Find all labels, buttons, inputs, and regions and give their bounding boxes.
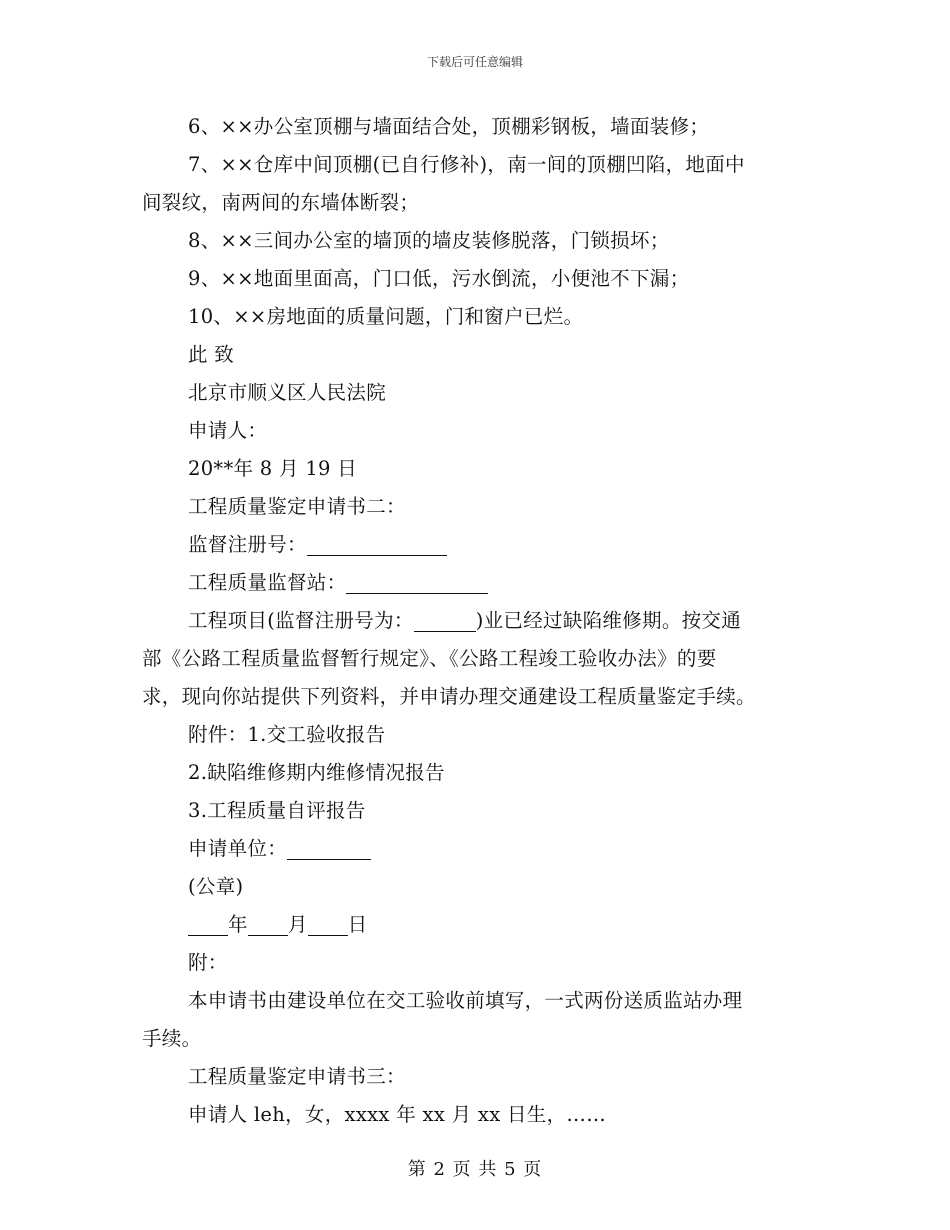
date-line: 20**年 8 月 19 日 [188,457,358,480]
paragraph-item-10: 10、××房地面的质量问题，门和窗户已烂。 [188,305,584,328]
official-seal-label: (公章) [188,875,244,898]
note-text-line1: 本申请书由建设单位在交工验收前填写，一式两份送质监站办理 [188,989,743,1012]
applicant-info: 申请人 leh，女，xxxx 年 xx 月 xx 日生，…… [188,1103,607,1126]
project-text-b: )业已经过缺陷维修期。按交通 [475,609,742,632]
supervision-station-blank [346,571,488,594]
note-text-line2: 手续。 [142,1027,202,1050]
paragraph-item-7-cont: 间裂纹，南两间的东墙体断裂； [142,191,420,214]
project-paragraph-line2: 部《公路工程质量监督暂行规定》、《公路工程竣工验收办法》的要 [142,647,717,670]
attachment-1: 附件：1.交工验收报告 [188,723,386,746]
project-number-blank [414,609,476,632]
project-paragraph-line1 [142,602,808,640]
supervision-number-line [142,526,808,564]
note-label: 附： [188,951,228,974]
day-blank [308,913,348,936]
applicant-label: 申请人： [188,419,268,442]
blank-date-line [142,906,808,944]
section-title-2: 工程质量鉴定申请书二： [188,495,406,518]
paragraph-item-8: 8、××三间办公室的墙顶的墙皮装修脱落，门锁损坏； [188,229,670,252]
applicant-unit-line [142,830,808,868]
supervision-number-blank [307,533,447,556]
salutation: 此 致 [188,343,235,366]
year-label: 年 [228,913,248,936]
supervision-number-label: 监督注册号： [188,533,307,556]
page-header: 下载后可任意编辑 [426,55,523,69]
paragraph-item-7: 7、××仓库中间顶棚(已自行修补)，南一间的顶棚凹陷，地面中 [188,153,745,176]
month-blank [248,913,288,936]
page-number: 第 2 页 共 5 页 [407,1159,543,1180]
attachment-2: 2.缺陷维修期内维修情况报告 [188,761,445,784]
section-title-3: 工程质量鉴定申请书三： [188,1065,406,1088]
supervision-station-label: 工程质量监督站： [188,571,347,594]
year-blank [188,913,228,936]
month-label: 月 [287,913,308,936]
project-paragraph-line3: 求，现向你站提供下列资料，并申请办理交通建设工程质量鉴定手续。 [142,685,756,708]
day-label: 日 [347,913,368,936]
addressee: 北京市顺义区人民法院 [188,381,387,404]
document-body [142,108,808,1134]
paragraph-item-6: 6、××办公室顶棚与墙面结合处，顶棚彩钢板，墙面装修； [188,115,710,138]
attachment-3: 3.工程质量自评报告 [188,799,366,822]
applicant-unit-label: 申请单位： [188,837,288,860]
supervision-station-line [142,564,808,602]
paragraph-item-9: 9、××地面里面高，门口低，污水倒流，小便池不下漏； [188,267,690,290]
project-text-a: 工程项目(监督注册号为： [188,609,414,632]
applicant-unit-blank [287,837,371,860]
